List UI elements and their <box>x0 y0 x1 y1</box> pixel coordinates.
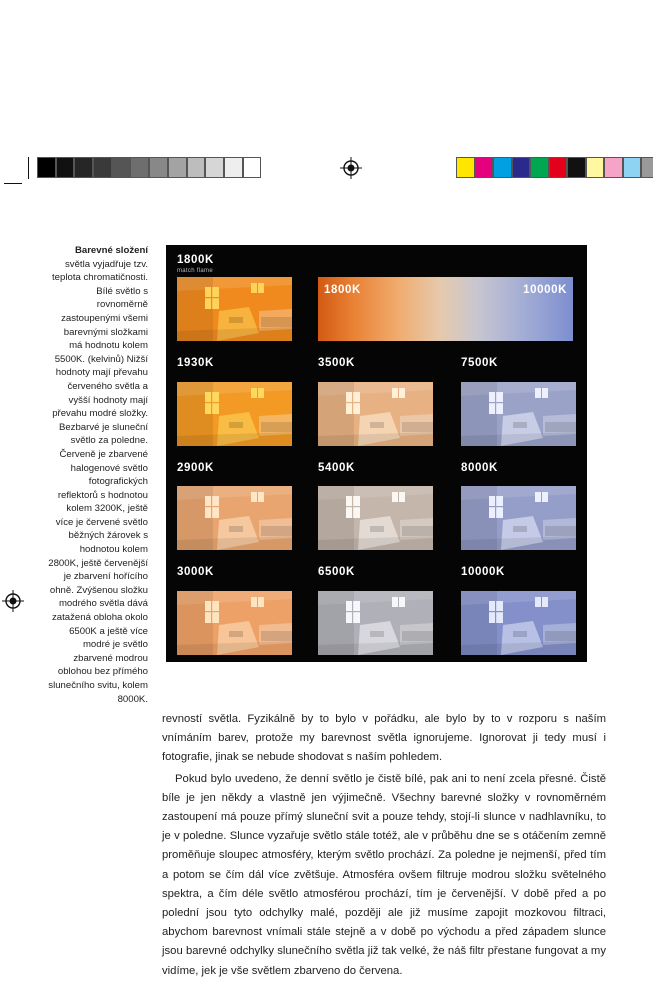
color-calibration-bar <box>456 157 653 178</box>
gray-swatch <box>205 157 224 178</box>
color-swatch <box>604 157 623 178</box>
panel-label: 3500K <box>318 357 355 369</box>
panel-label: 2900K <box>177 462 214 474</box>
crop-mark-left-horizontal <box>4 183 22 184</box>
panel-label-first: 1800K <box>177 254 214 266</box>
gradient-end-label: 10000K <box>523 284 567 296</box>
gray-swatch <box>243 157 262 178</box>
room-photo <box>461 591 576 655</box>
registration-target-side-icon <box>2 590 24 612</box>
room-photo <box>318 591 433 655</box>
gradient-start-label: 1800K <box>324 284 361 296</box>
gray-swatch <box>130 157 149 178</box>
room-photo <box>177 486 292 550</box>
room-photo <box>461 382 576 446</box>
gray-swatch <box>112 157 131 178</box>
panel-label: 7500K <box>461 357 498 369</box>
panel-label: 3000K <box>177 566 214 578</box>
gray-swatch <box>93 157 112 178</box>
room-photo <box>177 591 292 655</box>
room-photo <box>461 486 576 550</box>
color-swatch <box>549 157 568 178</box>
gray-swatch <box>74 157 93 178</box>
panel-label: 8000K <box>461 462 498 474</box>
gray-swatch <box>168 157 187 178</box>
color-swatch <box>493 157 512 178</box>
panel-label: 5400K <box>318 462 355 474</box>
color-swatch <box>475 157 494 178</box>
panel-label: 10000K <box>461 566 505 578</box>
color-temperature-figure <box>166 245 587 662</box>
panel-sublabel-first: match flame <box>177 268 213 274</box>
gray-swatch <box>224 157 243 178</box>
caption-title: Barevné složení <box>74 245 148 256</box>
color-swatch <box>512 157 531 178</box>
body-text <box>162 710 606 983</box>
side-caption <box>48 244 148 706</box>
color-swatch <box>586 157 605 178</box>
grayscale-calibration-bar <box>37 157 261 178</box>
color-swatch <box>456 157 475 178</box>
gray-swatch <box>56 157 75 178</box>
room-photo-first <box>177 277 292 341</box>
room-photo <box>177 382 292 446</box>
panel-label: 1930K <box>177 357 214 369</box>
color-swatch <box>623 157 642 178</box>
room-photo <box>318 382 433 446</box>
color-swatch <box>530 157 549 178</box>
caption-text: světla vyjadřuje tzv. teplota chromatičnosti. Bílé světlo s rovnoměrně zastoupenými všemi barevnými složkami má hodnotu kolem 5500K. (kelvinů) Nižší hodnoty mají převahu červeného světla a vyšší hodnoty mají převahu modré složky. Bezbarvé je sluneční světlo za poledne. Červeně je zbarvené halogenové světlo fotografických reflektorů s hodnotou kolem 3200K, ještě více je červené světlo běžných žárovek s hodnotou kolem 2800K, ještě červenější je zbarvení hořícího ohně. Zvýšenou složku modrého světla dává zatažená obloha okolo 6500K a ještě více modré je světlo zbarvené modrou oblohou bez přímého slunečního svitu, kolem 8000K. <box>48 258 148 705</box>
crop-mark-left <box>28 157 29 179</box>
panel-label: 6500K <box>318 566 355 578</box>
gray-swatch <box>149 157 168 178</box>
gray-swatch <box>37 157 56 178</box>
gray-swatch <box>187 157 206 178</box>
temperature-gradient-bar <box>318 277 573 341</box>
room-photo <box>318 486 433 550</box>
color-swatch <box>641 157 653 178</box>
paragraph: Pokud bylo uvedeno, že denní světlo je čistě bílé, pak ani to není zcela přesné. Čistě bíle je jen někdy a vlastně jen výjimečně. Všechny barevné složky v rovnoměrném zastoupení má pouze přímý sluneční svit a pouze tehdy, stojí-li slunce v nadhlavníku, to je v poledne. Slunce vyzařuje světlo stále totéž, ale v průběhu dne se s otáčením zemně proměňuje sloupec atmosféry, kterým světlo prochází. Za poledne je nejmenší, před tím a potom se čím dál více zvětšuje. Atmosféra ovšem filtruje modrou složku světelného spektra, a čím déle světlo atmosférou prochází, tím je červenější. V době před a po polední jsou tyto odchylky malé, později ale již musíme zapojit mozkovou filtraci, abychom barevnost vnímali stále stejně a v době po východu a před západem slunce jsou barevné odchylky slunečního světla již tak velké, že náš filtr přestane fungovat a my vidíme, jek je vše světlem zbarveno do červena. <box>162 772 606 977</box>
paragraph: revností světla. Fyzikálně by to bylo v pořádku, ale bylo by to v rozporu s naším vnímáním barev, protože my barevnost světla ignorujeme. Ignorovat ji tedy musí i fotografie, jinak se nebude shodovat s naším pohledem. <box>162 713 606 764</box>
color-swatch <box>567 157 586 178</box>
registration-target-icon <box>340 157 362 179</box>
